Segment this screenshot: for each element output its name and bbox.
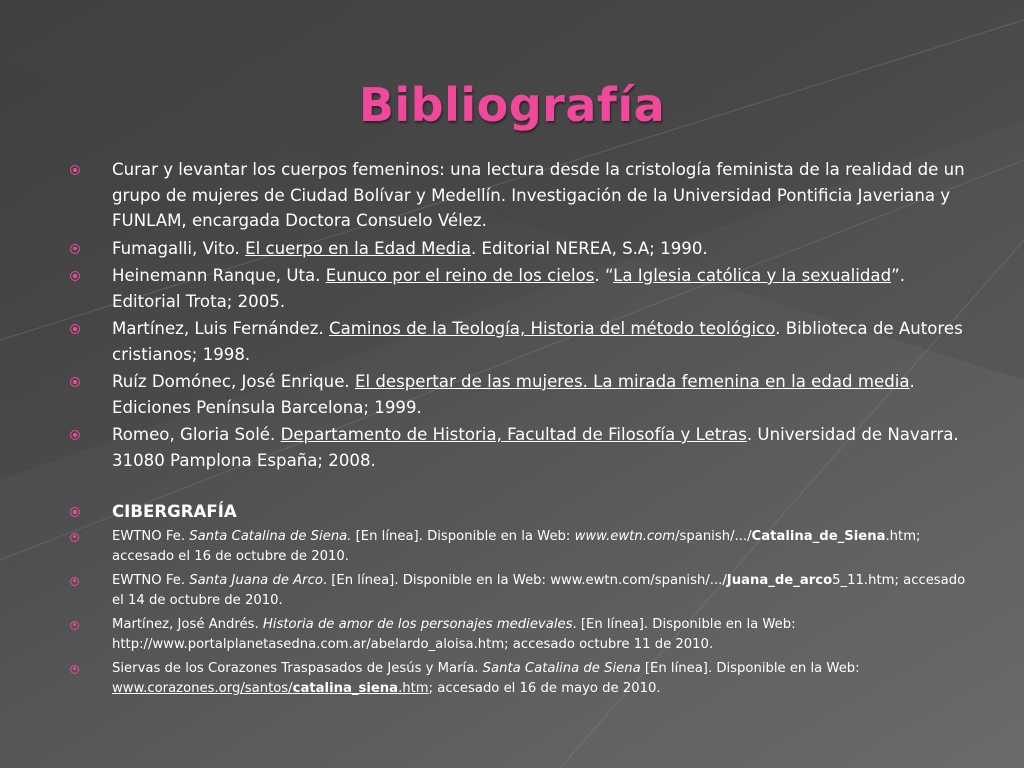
reference-details: . Universidad de Navarra. 31080 Pamplona España; 2008.	[112, 425, 959, 470]
source-link[interactable]	[112, 681, 429, 696]
ring-dot-icon	[70, 621, 79, 630]
reference-link[interactable]: El despertar de las mujeres. La mirada femenina en la edad media	[354, 372, 910, 391]
reference-details: . Editorial NEREA, S.A; 1990.	[470, 238, 708, 258]
ring-dot-icon	[70, 665, 79, 674]
source-link-page: catalina_siena	[292, 681, 399, 696]
reference-details: ”. Editorial Trota; 2005.	[112, 266, 905, 311]
source-link-ext: .htm	[398, 681, 429, 696]
reference-link[interactable]: La Iglesia católica y la sexualidad	[613, 266, 892, 285]
list-item	[70, 236, 970, 262]
source-access: 5_11.htm; accesado el 14 de octubre de 2010.	[112, 572, 966, 608]
source-path: /spanish/.../	[675, 528, 752, 544]
list-item	[70, 422, 970, 473]
list-item	[70, 659, 970, 700]
source-access: .htm; accesado el 16 de octubre de 2010.	[112, 528, 921, 564]
reference-separator: . “	[594, 266, 614, 285]
ring-dot-icon	[70, 271, 80, 281]
source-link-base: www.corazones.org/santos/	[112, 681, 293, 696]
source-title: Santa Catalina de Siena	[482, 660, 641, 676]
source-page: Juana_de_arco	[726, 572, 833, 588]
ring-dot-icon	[70, 430, 80, 440]
list-item	[70, 615, 970, 656]
source-details: . [En línea]. Disponible en la Web: www.ewtn.com/spanish/.../	[322, 572, 727, 588]
list-item	[70, 527, 970, 568]
source-domain: www.ewtn.com	[574, 528, 676, 544]
reference-link[interactable]: Caminos de la Teología, Historia del método teológico	[329, 319, 776, 338]
source-title: Santa Juana de Arco	[189, 572, 323, 588]
list-item	[70, 571, 970, 612]
list-item	[70, 369, 970, 420]
source-access: ; accesado el 16 de mayo de 2010.	[428, 681, 661, 696]
reference-author: Romeo, Gloria Solé.	[112, 425, 281, 444]
cibergrafia-heading-item	[70, 499, 970, 525]
cibergrafia-heading: CIBERGRAFÍA	[112, 502, 237, 521]
source-page: Catalina_de_Siena	[751, 528, 886, 544]
reference-link[interactable]: Eunuco por el reino de los cielos	[325, 266, 595, 285]
source-details: [En línea]. Disponible en la Web:	[640, 660, 860, 676]
ring-dot-icon	[70, 324, 80, 334]
list-item	[70, 263, 970, 314]
page-title: Bibliografía	[358, 78, 666, 132]
reference-author: Martínez, Luis Fernández.	[112, 319, 329, 338]
ring-dot-icon	[70, 165, 80, 175]
source-title: Santa Catalina de Siena.	[189, 528, 352, 544]
source-details: . [En línea]. Disponible en la Web: http://www.portalplanetasedna.com.ar/abelardo_aloisa.htm; accesado octubre 11 de 2010.	[112, 616, 796, 652]
source-details: [En línea]. Disponible en la Web:	[351, 528, 575, 544]
source-title: Historia de amor de los personajes medievales	[262, 616, 573, 632]
bibliography-list	[70, 157, 970, 703]
reference-author: Heinemann Ranque, Uta.	[112, 266, 326, 285]
ring-dot-icon	[70, 577, 79, 586]
list-item	[70, 316, 970, 367]
ring-dot-icon	[70, 533, 79, 542]
source-author: EWTNO Fe.	[112, 572, 190, 588]
ring-dot-icon	[70, 377, 80, 387]
list-spacer	[70, 475, 970, 499]
reference-text: Curar y levantar los cuerpos femeninos: una lectura desde la cristología feminista de la realidad de un grupo de mujeres de Ciudad Bolívar y Medellín. Investigación de la Universidad Pontificia Javeriana y FUNLAM, encargada Doctora Consuelo Vélez.	[112, 160, 965, 230]
reference-author: Fumagalli, Vito.	[112, 238, 246, 258]
source-author: EWTNO Fe.	[112, 528, 190, 544]
reference-details: . Ediciones Península Barcelona; 1999.	[112, 372, 915, 417]
reference-link[interactable]: El cuerpo en la Edad Media	[245, 238, 471, 258]
ring-dot-icon	[70, 507, 80, 517]
source-author: Martínez, José Andrés.	[112, 616, 263, 632]
reference-author: Ruíz Domónec, José Enrique.	[112, 372, 355, 391]
source-author: Siervas de los Corazones Traspasados de Jesús y María.	[112, 660, 483, 676]
reference-details: . Biblioteca de Autores cristianos; 1998.	[112, 319, 963, 364]
list-item	[70, 157, 970, 234]
reference-link[interactable]: Departamento de Historia, Facultad de Filosofía y Letras	[280, 425, 747, 444]
ring-dot-icon	[70, 244, 80, 254]
